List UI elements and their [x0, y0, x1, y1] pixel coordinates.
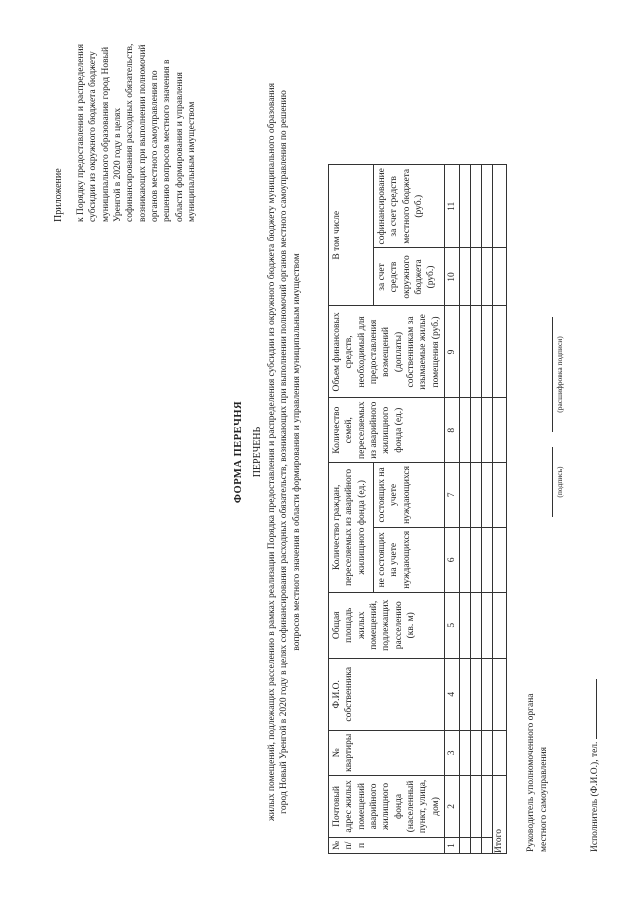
table-cell — [482, 462, 493, 527]
table-cell — [482, 527, 493, 592]
header-col-6-7: Количество граждан, переселяемых из аварийного жилищного фонда (ед.) — [329, 462, 374, 592]
table-cell — [493, 306, 506, 398]
total-row — [493, 165, 506, 854]
table-cell — [460, 398, 471, 463]
table-cell — [493, 658, 506, 730]
header-col-8: Количество семей, переселяемых из аварийного жилищного фонда (ед.) — [329, 398, 445, 463]
col-number: 9 — [445, 306, 460, 398]
table-row — [482, 165, 493, 854]
table-cell — [460, 658, 471, 730]
table-cell — [471, 592, 482, 658]
header-row-1 — [329, 165, 374, 854]
list-title: ПЕРЕЧЕНЬ — [252, 426, 263, 478]
header-col-3: № квартиры — [329, 730, 445, 775]
header-col-11: софинансирование за счет средств местного бюджета (руб.) — [373, 165, 444, 248]
col-number: 4 — [445, 658, 460, 730]
rotated-sheet — [30, 32, 620, 872]
table-cell — [482, 306, 493, 398]
col-number: 7 — [445, 462, 460, 527]
head-label-line-2: местного самоуправления — [538, 746, 549, 852]
table-cell — [493, 592, 506, 658]
table-cell — [471, 462, 482, 527]
table-cell — [471, 837, 482, 853]
table-cell — [482, 165, 493, 248]
executor-line — [587, 679, 602, 852]
appendix-text: к Порядку предоставления и распределения субсидии из окружного бюджета бюджету муниципального образования город Новый Уренгой в 2020 году в целях софинансирования расходных обязательств, возникающих при выполнении полномочий органов местного самоуправления по решению вопросов местного значения в области формирования и управления муниципальным имуществом — [76, 43, 198, 222]
signature-head-label — [525, 693, 551, 852]
appendix-block — [52, 32, 198, 222]
table-cell — [460, 837, 471, 853]
table-cell — [493, 248, 506, 306]
table-cell — [482, 730, 493, 775]
table-cell — [471, 730, 482, 775]
head-label-line-1: Руководитель уполномоченного органа — [526, 693, 536, 852]
table-cell — [482, 775, 493, 837]
table-cell — [460, 165, 471, 248]
appendix-heading: Приложение — [53, 168, 64, 222]
table-row — [460, 165, 471, 854]
table-cell — [460, 248, 471, 306]
table-cell — [460, 306, 471, 398]
header-col-10: за счет средств окружного бюджета (руб.) — [373, 248, 444, 306]
header-col-6: не состоящих на учете нуждающихся — [373, 527, 444, 592]
form-title: ФОРМА ПЕРЕЧНЯ — [233, 400, 244, 504]
table-cell — [460, 462, 471, 527]
col-number: 3 — [445, 730, 460, 775]
table-cell — [460, 527, 471, 592]
col-number: 2 — [445, 775, 460, 837]
table-cell — [471, 775, 482, 837]
list-subtitle: жилых помещений, подлежащих расселению в рамках реализации Порядка предоставления и распределения субсидии из окружного бюджета бюджету муниципального образования город Новый Уренгой в 2020 году в целях софинансирования расходных обязательств, возникающих при выполнении полномочий органов местного самоуправления по решению вопросов местного значения в области формирования и управления муниципальным имуществом — [267, 83, 302, 821]
col-number: 1 — [445, 837, 460, 853]
table-cell — [493, 165, 506, 248]
header-col-7: состоящих на учете нуждающихся — [373, 462, 444, 527]
table-cell — [493, 730, 506, 775]
table-cell — [482, 248, 493, 306]
table-cell — [493, 527, 506, 592]
header-col-1: № п/п — [329, 837, 445, 853]
table-cell — [471, 527, 482, 592]
phone-line — [587, 679, 597, 739]
signature-caption: (подпись) — [555, 466, 564, 498]
header-col-5: Общая площадь жилых помещений, подлежащих расселению (кв. м) — [329, 592, 445, 658]
col-number: 6 — [445, 527, 460, 592]
table-cell — [460, 592, 471, 658]
header-col-10-11: В том числе — [329, 165, 374, 306]
executor-label: Исполнитель (Ф.И.О.), тел. — [590, 741, 600, 852]
header-col-4: Ф.И.О. собственника — [329, 658, 445, 730]
table-cell — [493, 398, 506, 463]
header-col-9: Объем финансовых средств, необходимый для предоставления возмещений (доплаты) собственникам за изымаемые жилые помещения (руб.) — [329, 306, 445, 398]
column-numbers-row — [445, 165, 460, 854]
signature-decoding-line — [552, 317, 553, 432]
col-number: 5 — [445, 592, 460, 658]
table-cell — [471, 658, 482, 730]
table-cell — [493, 462, 506, 527]
table-cell — [460, 730, 471, 775]
table-cell — [460, 775, 471, 837]
table-cell — [482, 837, 493, 853]
header-col-2: Почтовый адрес жилых помещений аварийного жилищного фонда (населенный пункт, улица, дом) — [329, 775, 445, 837]
table-row — [471, 165, 482, 854]
table-cell — [482, 658, 493, 730]
housing-table — [328, 164, 507, 854]
table-cell — [471, 248, 482, 306]
total-label: Итого — [493, 775, 506, 853]
signature-decoding-caption: (расшифровка подписи) — [555, 336, 564, 413]
col-number: 11 — [445, 165, 460, 248]
col-number: 10 — [445, 248, 460, 306]
table-cell — [471, 398, 482, 463]
col-number: 8 — [445, 398, 460, 463]
table-cell — [471, 306, 482, 398]
signature-line — [552, 447, 553, 517]
table-cell — [471, 165, 482, 248]
table-cell — [482, 398, 493, 463]
table-cell — [482, 592, 493, 658]
